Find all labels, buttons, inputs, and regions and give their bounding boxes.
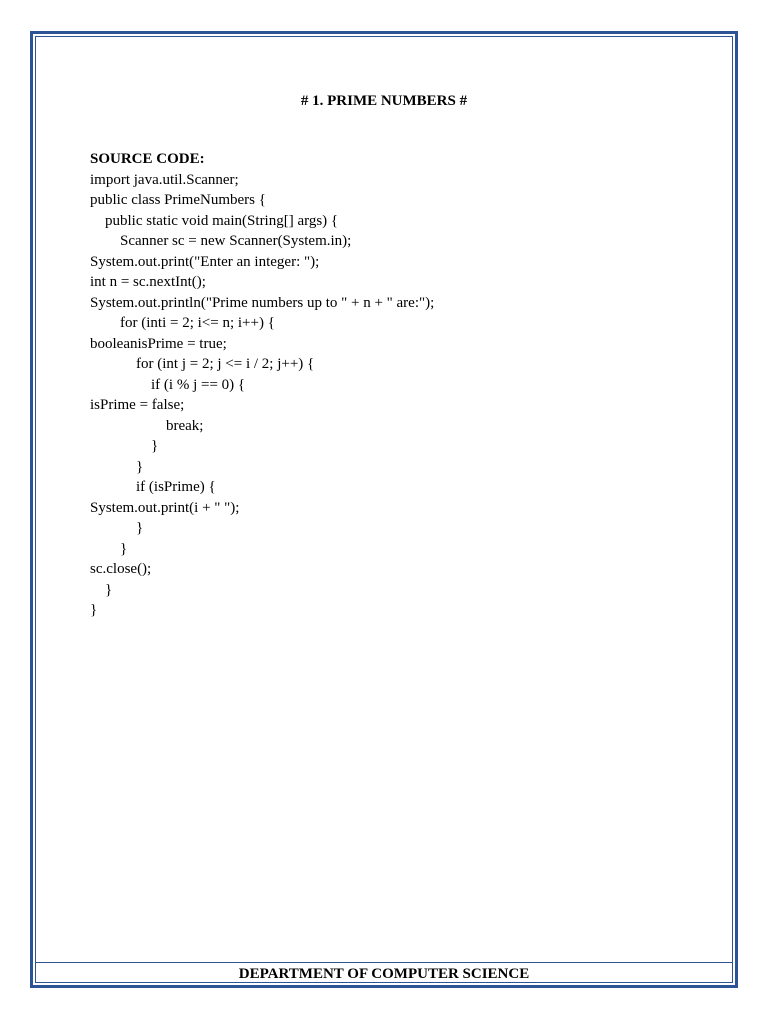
code-line: public class PrimeNumbers { xyxy=(90,192,266,208)
code-line: if (i % j == 0) { xyxy=(151,376,246,393)
code-line: } xyxy=(151,438,159,454)
code-line: public static void main(String[] args) { xyxy=(105,212,339,229)
code-line: int n = sc.nextInt(); xyxy=(90,274,206,290)
code-line: System.out.print("Enter an integer: "); xyxy=(90,253,320,270)
source-code-block xyxy=(90,149,690,621)
code-line: System.out.print(i + " "); xyxy=(90,499,240,516)
code-line: } xyxy=(120,540,128,557)
code-line: isPrime = false; xyxy=(90,397,185,413)
code-line: } xyxy=(105,581,113,598)
code-line: booleanisPrime = true; xyxy=(90,335,227,352)
code-line: } xyxy=(136,458,144,475)
code-line: System.out.println("Prime numbers up to " + n + " are:"); xyxy=(90,294,435,311)
footer-divider xyxy=(35,962,733,963)
source-code-heading: SOURCE CODE: xyxy=(90,151,205,167)
code-line: sc.close(); xyxy=(90,561,152,577)
code-line: import java.util.Scanner; xyxy=(90,171,239,188)
code-lines xyxy=(90,170,690,621)
footer-department: DEPARTMENT OF COMPUTER SCIENCE xyxy=(238,966,530,982)
code-line: for (int j = 2; j <= i / 2; j++) { xyxy=(136,356,315,372)
code-line: } xyxy=(90,602,98,618)
code-line: break; xyxy=(166,417,204,434)
code-line: if (isPrime) { xyxy=(136,479,216,495)
page-title: # 1. PRIME NUMBERS # xyxy=(300,93,468,109)
code-line: Scanner sc = new Scanner(System.in); xyxy=(120,233,352,249)
code-line: } xyxy=(136,520,144,536)
code-line: for (inti = 2; i<= n; i++) { xyxy=(120,315,275,331)
